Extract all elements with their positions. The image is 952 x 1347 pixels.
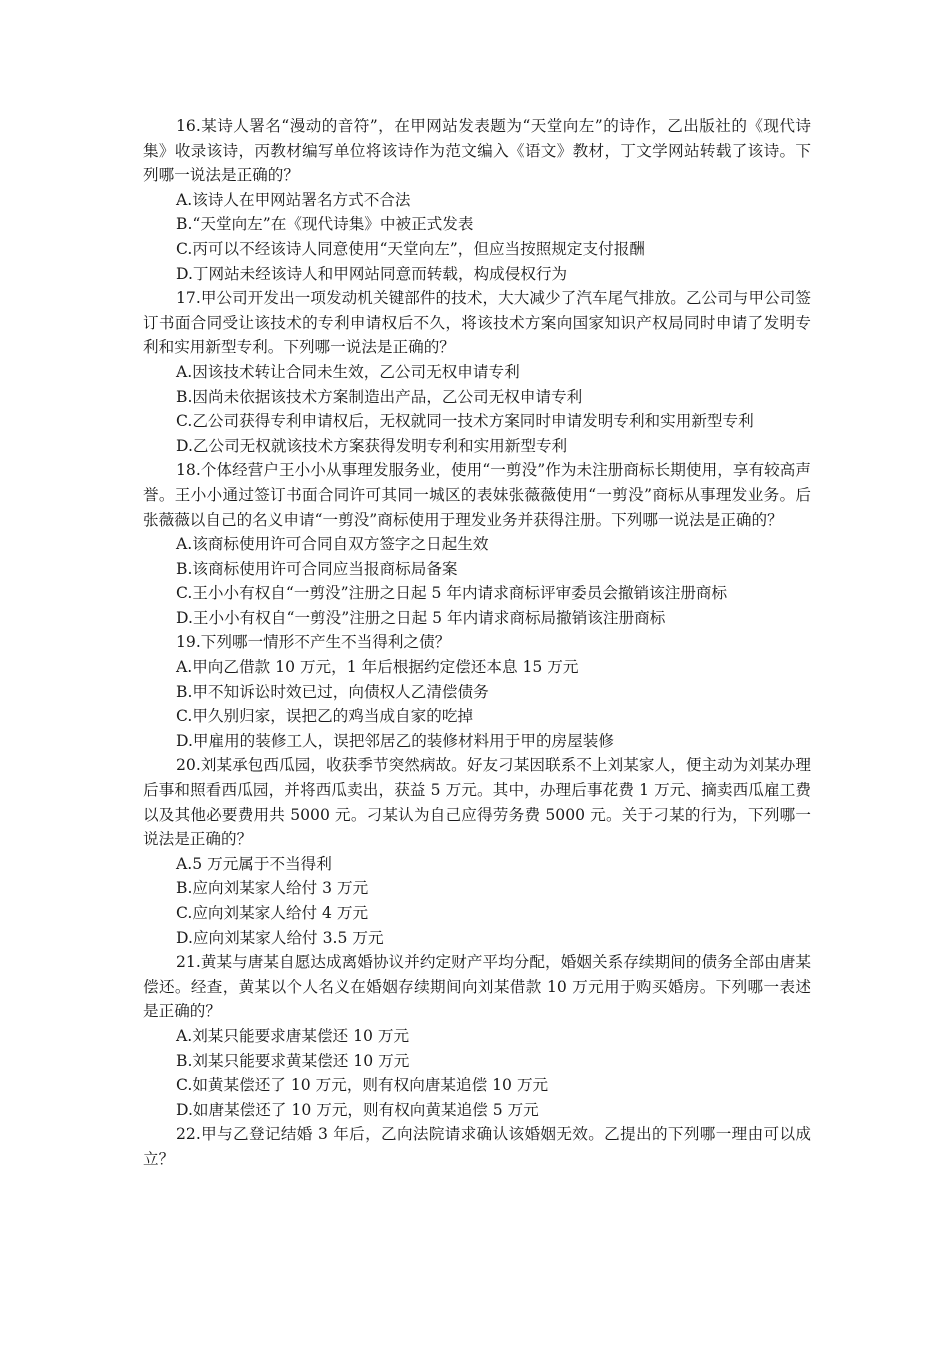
option-d: D.如唐某偿还了 10 万元，则有权向黄某追偿 5 万元 xyxy=(176,1100,539,1119)
option-c: C.甲久别归家，误把乙的鸡当成自家的吃掉 xyxy=(176,707,474,726)
option-c: C.丙可以不经该诗人同意使用“天堂向左”，但应当按照规定支付报酬 xyxy=(176,239,645,258)
option-a: A.该商标使用许可合同自双方签字之日起生效 xyxy=(176,535,489,554)
option-b: B.甲不知诉讼时效已过，向债权人乙清偿债务 xyxy=(176,682,489,701)
option-b: B.应向刘某家人给付 3 万元 xyxy=(176,879,369,898)
question-19 xyxy=(143,630,811,753)
option-d: D.甲雇用的装修工人，误把邻居乙的装修材料用于甲的房屋装修 xyxy=(176,731,614,750)
question-17 xyxy=(143,286,811,458)
option-b: B.该商标使用许可合同应当报商标局备案 xyxy=(176,559,458,578)
question-21 xyxy=(143,950,811,1122)
question-18 xyxy=(143,458,811,630)
option-c: C.王小小有权自“一剪没”注册之日起 5 年内请求商标评审委员会撤销该注册商标 xyxy=(176,584,728,603)
option-d: D.丁网站未经该诗人和甲网站同意而转载，构成侵权行为 xyxy=(176,264,568,283)
option-a: A.刘某只能要求唐某偿还 10 万元 xyxy=(176,1026,410,1045)
option-c: C.应向刘某家人给付 4 万元 xyxy=(176,904,369,922)
option-d: D.王小小有权自“一剪没”注册之日起 5 年内请求商标局撤销该注册商标 xyxy=(176,608,666,627)
question-20 xyxy=(143,753,811,950)
option-a: A.5 万元属于不当得利 xyxy=(176,854,332,873)
option-a: A.甲向乙借款 10 万元，1 年后根据约定偿还本息 15 万元 xyxy=(176,658,579,677)
question-stem: 20.刘某承包西瓜园，收获季节突然病故。好友刁某因联系不上刘某家人，便主动为刘某办理后事和照看西瓜园，并将西瓜卖出，获益 5 万元。其中，办理后事花费 1 万元、摘卖西瓜雇工费以及其他必要费用共 5000 元。刁某认为自己应得劳务费 5000 元。关于刁某的行为，下列哪一说法是正确的？ xyxy=(143,756,811,849)
option-d: D.应向刘某家人给付 3.5 万元 xyxy=(176,928,384,947)
question-22 xyxy=(143,1122,811,1171)
question-stem: 19.下列哪一情形不产生不当得利之债？ xyxy=(176,633,451,652)
question-stem: 21.黄某与唐某自愿达成离婚协议并约定财产平均分配，婚姻关系存续期间的债务全部由唐某偿还。经查，黄某以个人名义在婚姻存续期间向刘某借款 10 万元用于购买婚房。下列哪一表述是正确的？ xyxy=(143,953,811,1021)
question-16 xyxy=(143,114,811,286)
document-page xyxy=(143,114,811,1172)
question-stem: 22.甲与乙登记结婚 3 年后，乙向法院请求确认该婚姻无效。乙提出的下列哪一理由可以成立？ xyxy=(143,1125,811,1168)
question-stem: 16.某诗人署名“漫动的音符”，在甲网站发表题为“天堂向左”的诗作，乙出版社的《现代诗集》收录该诗，丙教材编写单位将该诗作为范文编入《语文》教材，丁文学网站转载了该诗。下列哪一说法是正确的？ xyxy=(143,117,811,185)
option-d: D.乙公司无权就该技术方案获得发明专利和实用新型专利 xyxy=(176,436,568,455)
option-b: B.刘某只能要求黄某偿还 10 万元 xyxy=(176,1051,410,1070)
option-c: C.如黄某偿还了 10 万元，则有权向唐某追偿 10 万元 xyxy=(176,1076,549,1095)
option-c: C.乙公司获得专利申请权后，无权就同一技术方案同时申请发明专利和实用新型专利 xyxy=(176,412,754,431)
option-a: A.该诗人在甲网站署名方式不合法 xyxy=(176,190,411,209)
option-b: B.“天堂向左”在《现代诗集》中被正式发表 xyxy=(176,215,474,234)
question-stem: 18.个体经营户王小小从事理发服务业，使用“一剪没”作为未注册商标长期使用，享有较高声誉。王小小通过签订书面合同许可其同一城区的表妹张薇薇使用“一剪没”商标从事理发业务。后张薇薇以自己的名义申请“一剪没”商标使用于理发业务并获得注册。下列哪一说法是正确的？ xyxy=(143,461,811,529)
question-stem: 17.甲公司开发出一项发动机关键部件的技术，大大减少了汽车尾气排放。乙公司与甲公司签订书面合同受让该技术的专利申请权后不久，将该技术方案向国家知识产权局同时申请了发明专利和实用新型专利。下列哪一说法是正确的？ xyxy=(143,289,811,357)
option-a: A.因该技术转让合同未生效，乙公司无权申请专利 xyxy=(176,362,520,381)
option-b: B.因尚未依据该技术方案制造出产品，乙公司无权申请专利 xyxy=(176,387,583,406)
